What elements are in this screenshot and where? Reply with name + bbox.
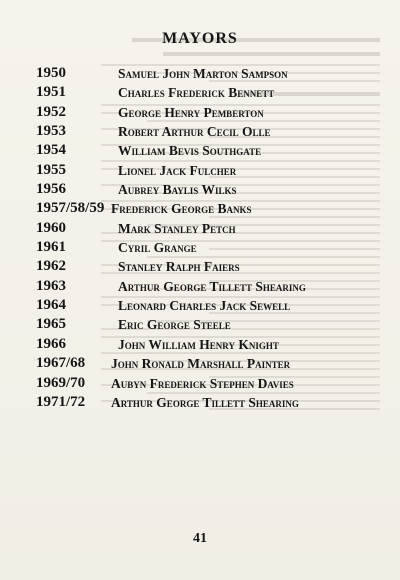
mayor-name: John Ronald Marshall Painter (111, 356, 291, 372)
mayor-year: 1955 (36, 161, 66, 178)
mayor-name: Cyril Grange (118, 240, 197, 256)
mayor-row (0, 315, 400, 334)
mayor-name: Frederick George Banks (111, 201, 252, 217)
mayor-name: George Henry Pemberton (118, 104, 264, 120)
mayor-row (0, 354, 400, 373)
mayor-row (0, 180, 400, 199)
mayor-name: Samuel John Marton Sampson (118, 66, 288, 81)
page-title: MAYORS (162, 30, 238, 47)
mayor-year: 1964 (36, 297, 66, 314)
mayor-year: 1969/70 (36, 374, 86, 391)
mayor-row (0, 199, 400, 218)
mayor-row (0, 141, 400, 160)
mayor-year: 1952 (36, 103, 66, 120)
mayor-row (0, 296, 400, 315)
mayor-year: 1953 (36, 123, 66, 140)
mayor-row (0, 335, 400, 354)
mayor-name: Lionel Jack Fulcher (118, 162, 237, 178)
page-number: 41 (193, 531, 207, 546)
mayor-name: Stanley Ralph Faiers (118, 259, 240, 275)
mayor-year: 1963 (36, 277, 66, 294)
mayor-row (0, 64, 400, 83)
mayor-year: 1965 (36, 316, 66, 333)
mayor-year: 1971/72 (36, 393, 86, 410)
mayors-list (0, 64, 400, 412)
mayor-name: Mark Stanley Petch (118, 220, 236, 236)
mayor-year: 1962 (36, 258, 66, 275)
mayor-year: 1951 (36, 84, 66, 101)
mayor-name: Charles Frederick Bennett (118, 85, 275, 101)
mayor-name: Aubyn Frederick Stephen Davies (111, 375, 294, 391)
mayor-row (0, 257, 400, 276)
mayor-year: 1960 (36, 219, 66, 236)
mayor-name: Arthur George Tillett Shearing (118, 278, 306, 294)
mayor-row (0, 238, 400, 257)
mayor-row (0, 393, 400, 412)
mayor-name: Eric George Steele (118, 317, 231, 333)
mayor-year: 1950 (36, 65, 66, 81)
mayor-row (0, 103, 400, 122)
mayor-name: William Bevis Southgate (118, 143, 262, 159)
mayor-year: 1954 (36, 142, 66, 159)
mayor-row (0, 122, 400, 141)
mayor-year: 1967/68 (36, 355, 86, 372)
mayor-row (0, 374, 400, 393)
mayor-name: Robert Arthur Cecil Olle (118, 124, 271, 140)
mayor-row (0, 219, 400, 238)
mayor-row (0, 161, 400, 180)
mayor-name: Arthur George Tillett Shearing (111, 394, 299, 410)
mayor-year: 1961 (36, 239, 66, 256)
mayor-year: 1956 (36, 181, 66, 198)
mayor-year: 1957/58/59 (36, 200, 105, 217)
mayor-name: Aubrey Baylis Wilks (118, 182, 237, 198)
mayor-row (0, 83, 400, 102)
mayor-year: 1966 (36, 335, 66, 352)
mayor-name: John William Henry Knight (118, 336, 279, 352)
mayor-row (0, 277, 400, 296)
mayor-name: Leonard Charles Jack Sewell (118, 298, 291, 314)
